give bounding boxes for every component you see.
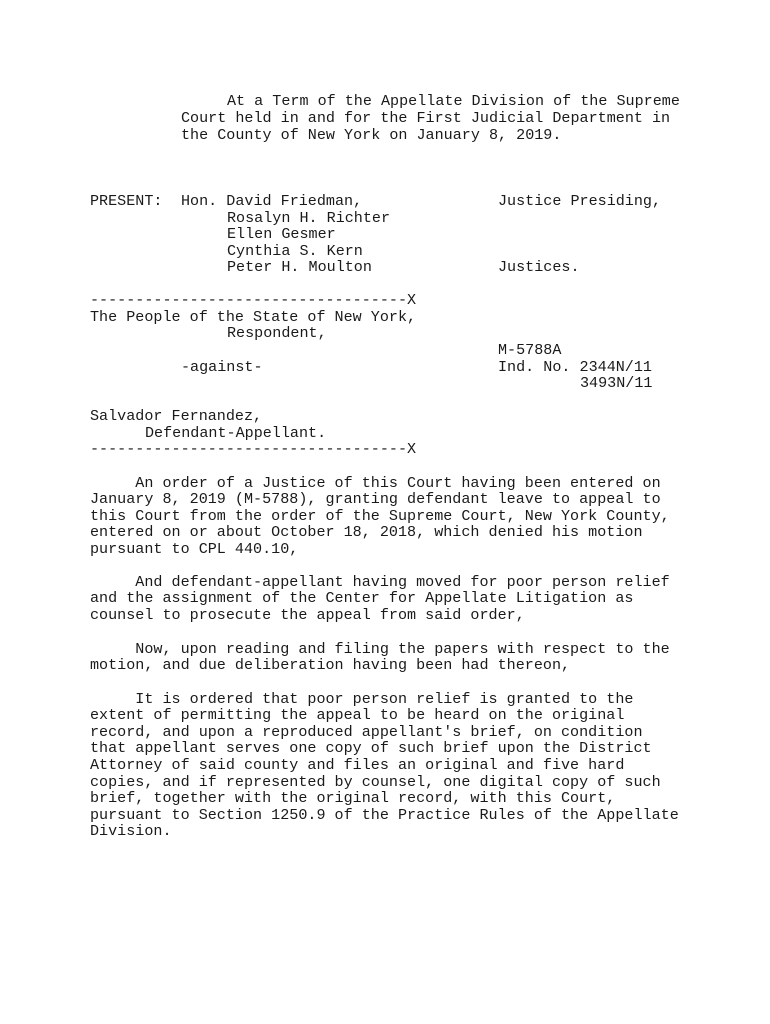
paragraph-1-line: this Court from the order of the Supreme Court, New York County, xyxy=(90,507,670,525)
plaintiff-name: The People of the State of New York, xyxy=(90,308,417,326)
paragraph-4-line: that appellant serves one copy of such brief upon the District xyxy=(90,739,652,757)
judge-name: Rosalyn H. Richter xyxy=(227,209,391,227)
header-line-3: the County of New York on January 8, 2019. xyxy=(181,126,562,144)
paragraph-4-line: Attorney of said county and files an original and five hard xyxy=(90,756,625,774)
paragraph-2-line: counsel to prosecute the appeal from said order, xyxy=(90,606,525,624)
defendant-name: Salvador Fernandez, xyxy=(90,407,263,425)
paragraph-3-line: Now, upon reading and filing the papers with respect to the xyxy=(90,640,670,658)
indictment-number: Ind. No. 2344N/11 xyxy=(498,358,652,376)
paragraph-4-line: record, and upon a reproduced appellant's brief, on condition xyxy=(90,723,643,741)
paragraph-3-line: motion, and due deliberation having been had thereon, xyxy=(90,656,571,674)
judge-name: Peter H. Moulton xyxy=(227,258,372,276)
presiding-role: Justice Presiding, xyxy=(498,192,662,210)
motion-number: M-5788A xyxy=(498,341,562,359)
paragraph-2-line: and the assignment of the Center for Appellate Litigation as xyxy=(90,589,634,607)
paragraph-4-line: copies, and if represented by counsel, one digital copy of such xyxy=(90,773,661,791)
plaintiff-role: Respondent, xyxy=(227,324,327,342)
judge-name: Hon. David Friedman, xyxy=(181,192,363,210)
versus-label: -against- xyxy=(181,358,263,376)
indictment-number-2: 3493N/11 xyxy=(580,374,653,392)
present-label: PRESENT: xyxy=(90,192,163,210)
paragraph-1-line: An order of a Justice of this Court having been entered on xyxy=(90,474,661,492)
paragraph-1-line: entered on or about October 18, 2018, which denied his motion xyxy=(90,523,643,541)
caption-rule-top: -----------------------------------X xyxy=(90,291,417,309)
paragraph-4-line: Division. xyxy=(90,822,172,840)
paragraph-1-line: January 8, 2019 (M-5788), granting defendant leave to appeal to xyxy=(90,490,661,508)
paragraph-4-line: extent of permitting the appeal to be heard on the original xyxy=(90,706,625,724)
paragraph-4-line: It is ordered that poor person relief is granted to the xyxy=(90,690,634,708)
paragraph-1-line: pursuant to CPL 440.10, xyxy=(90,540,299,558)
judge-name: Cynthia S. Kern xyxy=(227,242,363,260)
paragraph-4-line: pursuant to Section 1250.9 of the Practice Rules of the Appellate xyxy=(90,806,679,824)
judge-name: Ellen Gesmer xyxy=(227,225,336,243)
paragraph-4-line: brief, together with the original record, with this Court, xyxy=(90,789,616,807)
justices-role: Justices. xyxy=(498,258,580,276)
header-line-2: Court held in and for the First Judicial Department in xyxy=(181,109,671,127)
defendant-role: Defendant-Appellant. xyxy=(145,424,327,442)
paragraph-2-line: And defendant-appellant having moved for poor person relief xyxy=(90,573,670,591)
header-line-1: At a Term of the Appellate Division of the Supreme xyxy=(227,92,680,110)
caption-rule-bottom: -----------------------------------X xyxy=(90,440,417,458)
